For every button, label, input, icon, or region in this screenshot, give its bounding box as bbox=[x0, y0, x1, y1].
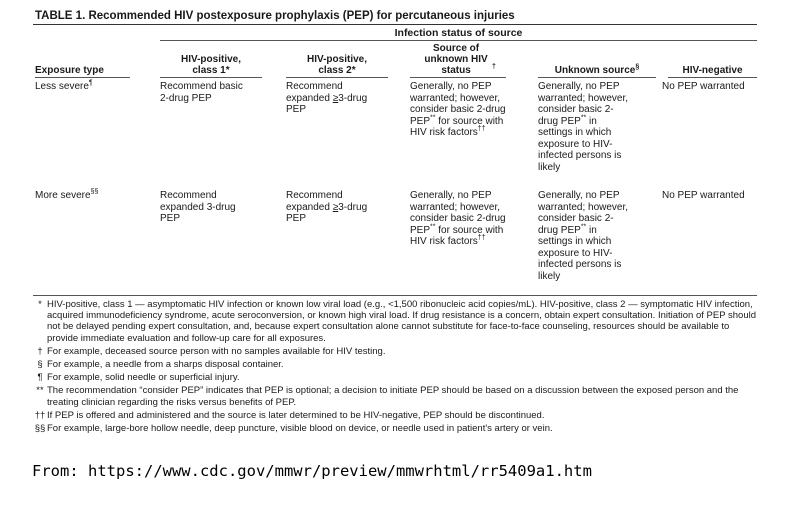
cell-unknown-status: Generally, no PEP warranted; however, consider basic 2-drug PEP** for source with HIV risk factors†† bbox=[410, 81, 506, 138]
cell-unknown-status: Generally, no PEP warranted; however, consider basic 2-drug PEP** for source with HIV risk factors†† bbox=[410, 190, 506, 247]
col-header-hiv-positive-class-1: HIV-positive, class 1* bbox=[160, 41, 286, 80]
cell-class1: Recommend expanded 3-drug PEP bbox=[160, 190, 236, 224]
row-spacer bbox=[33, 282, 757, 295]
footnote: * HIV-positive, class 1 — asymptomatic HIV infection or known low viral load (e.g., <1,500 ribonucleic acid copies/mL). HIV-positive, class 2 — symptomatic HIV infection, acquired immunodeficiency syndrome, acute seroconversion, or known high viral load. If drug resistance is a concern, obtain expert consultation. Initiation of PEP should not be delayed pending expert consultation, and, because expert consultation alone cannot substitute for face-to-face counseling, resources should be available to provide immediate evaluation and follow-up care for all exposures. bbox=[38, 299, 757, 344]
footnote: § For example, a needle from a sharps disposal container. bbox=[37, 359, 284, 371]
col-header-unknown-source: Unknown source§ bbox=[538, 41, 662, 80]
cell-class2: Recommend expanded ≥3-drug PEP bbox=[286, 81, 368, 115]
table-row bbox=[33, 80, 757, 173]
col-header-unknown-hiv-status: Source of unknown HIV status † bbox=[410, 41, 538, 80]
source-attribution: From: https://www.cdc.gov/mmwr/preview/mmwrhtml/rr5409a1.htm bbox=[32, 462, 592, 480]
row-spacer bbox=[33, 173, 757, 189]
cell-unknown-source: Generally, no PEP warranted; however, consider basic 2-drug PEP** in settings in which exposure to HIV-infected persons is likely bbox=[538, 190, 629, 282]
cell-hiv-negative: No PEP warranted bbox=[662, 81, 745, 92]
cell-unknown-source: Generally, no PEP warranted; however, consider basic 2-drug PEP** in settings in which exposure to HIV-infected persons is likely bbox=[538, 81, 629, 173]
super-header: Infection status of source bbox=[394, 27, 523, 39]
table-title: TABLE 1. Recommended HIV postexposure prophylaxis (PEP) for percutaneous injuries bbox=[35, 10, 515, 22]
footnote: † For example, deceased source person with no samples available for HIV testing. bbox=[37, 345, 386, 357]
footnote: †† If PEP is offered and administered and the source is later determined to be HIV-negative, PEP should be discontinued. bbox=[34, 409, 545, 421]
pep-table-figure bbox=[33, 10, 757, 434]
footnote: ** The recommendation “consider PEP” indicates that PEP is optional; a decision to initiate PEP should be based on a discussion between the exposed person and the treating clinician regarding the risks versus benefits of PEP. bbox=[36, 385, 739, 408]
table-row bbox=[33, 189, 757, 282]
header-row bbox=[33, 41, 757, 80]
cell-hiv-negative: No PEP warranted bbox=[662, 190, 745, 201]
col-header-hiv-positive-class-2: HIV-positive, class 2* bbox=[286, 41, 410, 80]
col-header-exposure-type: Exposure type bbox=[33, 41, 160, 80]
cell-exposure: Less severe¶ bbox=[35, 79, 93, 92]
cell-exposure: More severe§§ bbox=[35, 188, 99, 201]
cell-class1: Recommend basic 2-drug PEP bbox=[160, 81, 243, 104]
footnote: §§ For example, large-bore hollow needle, deep puncture, visible blood on device, or needle used in patient's artery or vein. bbox=[34, 423, 553, 435]
cell-class2: Recommend expanded ≥3-drug PEP bbox=[286, 190, 368, 224]
footnote: ¶ For example, solid needle or superficial injury. bbox=[37, 372, 240, 384]
pep-table bbox=[33, 41, 757, 295]
col-header-hiv-negative: HIV-negative bbox=[662, 41, 757, 80]
footnotes bbox=[33, 296, 757, 434]
